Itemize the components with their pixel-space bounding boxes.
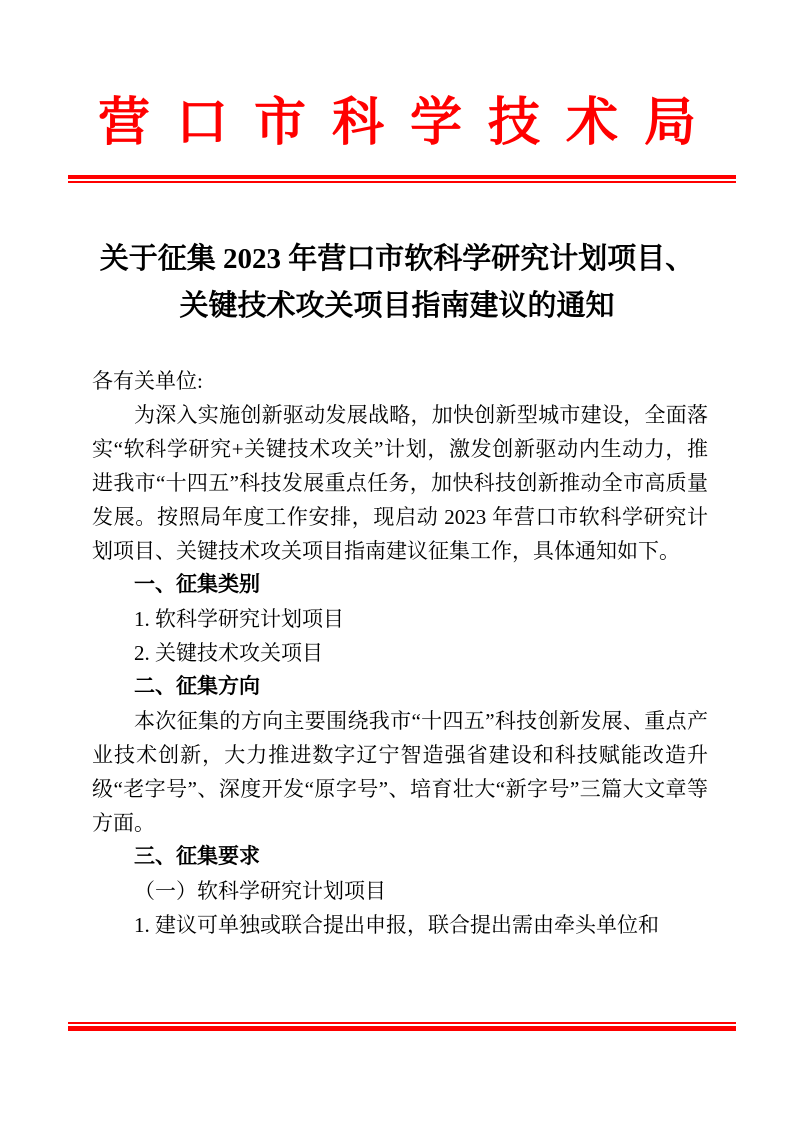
intro-paragraph: 为深入实施创新驱动发展战略，加快创新型城市建设，全面落实“软科学研究+关键技术攻关”计划，激发创新驱动内生动力，推进我市“十四五”科技发展重点任务，加快科技创新推动全市高质量发展。按照局年度工作安排，现启动 2023 年营口市软科学研究计划项目、关键技术攻关项目指南建议征集工作，具体通知如下。 bbox=[92, 403, 708, 563]
section-heading-3: 三、征集要求 bbox=[134, 845, 260, 868]
agency-masthead: 营口市科学技术局 bbox=[97, 95, 722, 152]
title-line-1: 关于征集 2023 年营口市软科学研究计划项目、 bbox=[99, 243, 695, 275]
list-item-category-1: 1. 软科学研究计划项目 bbox=[134, 607, 344, 631]
red-separator-top bbox=[68, 175, 736, 183]
document-body bbox=[92, 364, 708, 942]
section-heading-2: 二、征集方向 bbox=[134, 675, 260, 698]
red-separator-bottom bbox=[68, 1022, 736, 1031]
list-item-category-2: 2. 关键技术攻关项目 bbox=[134, 641, 323, 665]
salutation: 各有关单位: bbox=[92, 369, 203, 393]
document-title bbox=[40, 236, 754, 330]
section-heading-1: 一、征集类别 bbox=[134, 573, 260, 596]
title-line-2: 关键技术攻关项目指南建议的通知 bbox=[179, 290, 615, 322]
list-item-requirement-1: 1. 建议可单独或联合提出申报，联合提出需由牵头单位和 bbox=[134, 913, 659, 937]
section-2-paragraph: 本次征集的方向主要围绕我市“十四五”科技创新发展、重点产业技术创新，大力推进数字辽宁智造强省建设和科技赋能改造升级“老字号”、深度开发“原字号”、培育壮大“新字号”三篇大文章等方面。 bbox=[92, 709, 708, 835]
sub-section-heading-1: （一）软科学研究计划项目 bbox=[134, 879, 386, 903]
